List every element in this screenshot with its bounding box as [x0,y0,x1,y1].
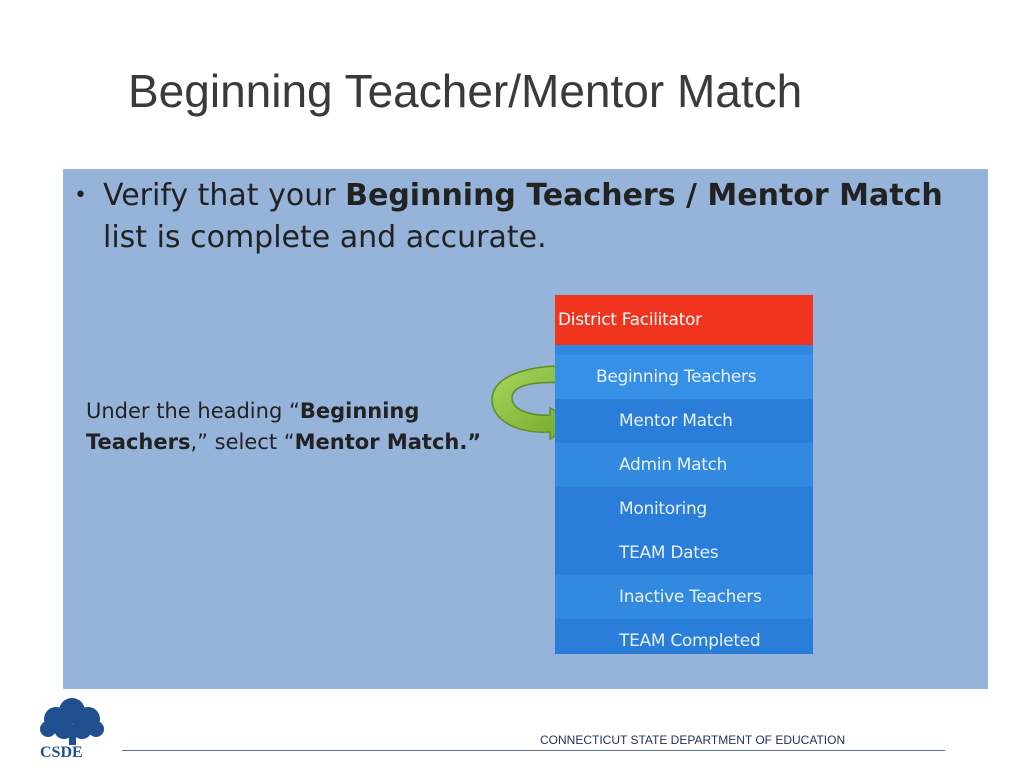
menu-item-mentor-match[interactable]: Mentor Match [555,399,813,443]
instruction-part1: Under the heading “ [86,399,300,423]
menu-item-team-dates[interactable]: TEAM Dates [555,531,813,575]
bullet-text [103,175,973,259]
menu-section-beginning-teachers[interactable]: Beginning Teachers [555,355,813,399]
bullet-marker: • [74,183,87,208]
instruction-bold1: Beginning Teachers [86,399,420,454]
bullet-text-bold: Beginning Teachers / Mentor Match [345,178,943,213]
instruction-part2: ,” select “ [190,430,295,454]
instruction-text [86,396,526,458]
instruction-bold2: Mentor Match.” [294,430,482,454]
menu-item-monitoring[interactable]: Monitoring [555,487,813,531]
page-title: Beginning Teacher/Mentor Match [128,65,803,117]
menu-header-district-facilitator[interactable]: District Facilitator [555,295,813,345]
tree-logo-icon [34,697,114,759]
bullet-text-before: Verify that your [103,178,346,213]
bullet-text-after: list is complete and accurate. [103,220,547,255]
menu-item-inactive-teachers[interactable]: Inactive Teachers [555,575,813,619]
logo-text: CSDE [40,744,83,759]
sidebar-menu [555,295,813,654]
footer-divider [122,750,945,751]
menu-item-team-completed[interactable]: TEAM Completed [555,619,813,654]
footer-org-name: CONNECTICUT STATE DEPARTMENT OF EDUCATION [540,733,846,747]
menu-spacer [555,345,813,355]
menu-item-admin-match[interactable]: Admin Match [555,443,813,487]
